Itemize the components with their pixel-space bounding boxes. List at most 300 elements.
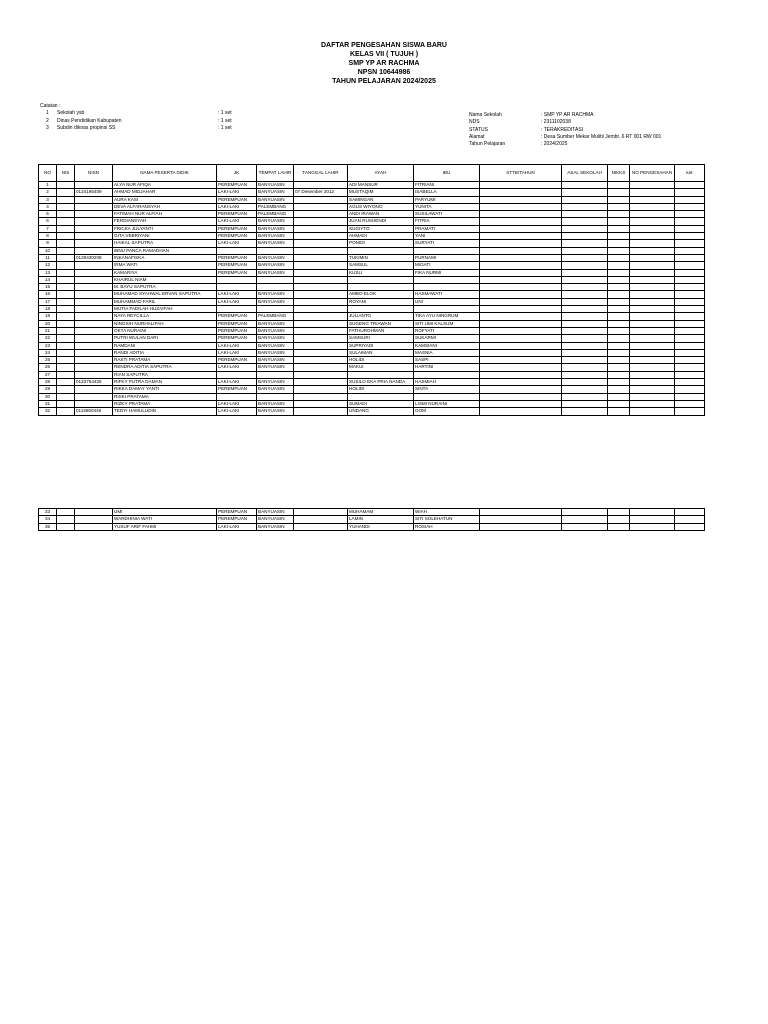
table-cell: [75, 357, 113, 364]
table-cell: [562, 203, 608, 210]
table-cell: ROFYATI: [414, 327, 480, 334]
table-cell: TUKIMIN: [348, 254, 414, 261]
table-cell: PEREMPUAN: [217, 182, 257, 189]
table-cell: [217, 276, 257, 283]
table-cell: SAMSUL: [348, 262, 414, 269]
table-cell: [630, 335, 675, 342]
table-cell: [562, 371, 608, 378]
table-cell: [608, 320, 630, 327]
table-cell: [630, 262, 675, 269]
table-cell: [217, 393, 257, 400]
table-cell: [348, 276, 414, 283]
table-cell: [675, 327, 705, 334]
table-cell: [294, 349, 348, 356]
table-cell: [675, 291, 705, 298]
table-cell: [57, 306, 75, 313]
table-cell: [608, 313, 630, 320]
table-cell: FERDIANSYAH: [113, 218, 217, 225]
table-cell: [630, 203, 675, 210]
table-cell: FITRIANI: [414, 182, 480, 189]
table-cell: [675, 349, 705, 356]
table-cell: [480, 313, 562, 320]
table-cell: [75, 269, 113, 276]
column-header: NIS: [57, 165, 75, 182]
table-cell: [630, 408, 675, 415]
table-cell: RISKI PRATAMA: [113, 393, 217, 400]
table-cell: 19: [39, 313, 57, 320]
table-cell: RIKKA DAMAY YANTI: [113, 386, 217, 393]
table-row: [39, 254, 705, 261]
table-cell: [675, 298, 705, 305]
table-cell: [562, 313, 608, 320]
table-cell: [675, 211, 705, 218]
table-cell: [57, 262, 75, 269]
table-cell: [480, 408, 562, 415]
table-cell: 26: [39, 364, 57, 371]
table-cell: ROSIAH: [414, 523, 480, 530]
table-cell: [75, 523, 113, 530]
table-cell: [630, 306, 675, 313]
table-cell: [75, 306, 113, 313]
table-cell: [608, 291, 630, 298]
table-cell: HASMIAH: [414, 379, 480, 386]
table-cell: SAMSURI: [348, 335, 414, 342]
school-info-block: [469, 112, 729, 148]
table-cell: UNI: [414, 298, 480, 305]
table-row: [39, 276, 705, 283]
table-cell: [562, 357, 608, 364]
table-cell: [562, 327, 608, 334]
table-row: [39, 509, 705, 516]
table-cell: [294, 371, 348, 378]
table-cell: 15: [39, 284, 57, 291]
table-cell: [348, 284, 414, 291]
table-cell: [217, 247, 257, 254]
table-row: [39, 247, 705, 254]
table-cell: BANYUASIN: [257, 523, 294, 530]
table-cell: [675, 357, 705, 364]
table-cell: SUSILO EKA PRIA NANDA: [348, 379, 414, 386]
table-cell: MAKUI: [348, 364, 414, 371]
table-cell: RAMDANI: [113, 342, 217, 349]
table-cell: 29: [39, 386, 57, 393]
table-cell: [562, 225, 608, 232]
table-cell: [608, 386, 630, 393]
table-cell: [480, 262, 562, 269]
table-cell: 14: [39, 276, 57, 283]
table-cell: SUKARMI: [414, 335, 480, 342]
column-header: ASAL SEKOLAH: [562, 165, 608, 182]
table-cell: TEDYI HAMULUDIN: [113, 408, 217, 415]
table-cell: [630, 269, 675, 276]
table-cell: BANYUASIN: [257, 182, 294, 189]
title-line: DAFTAR PENGESAHAN SISWA BARU: [320, 42, 447, 49]
table-cell: 5: [39, 211, 57, 218]
table-cell: [480, 269, 562, 276]
table-cell: [630, 327, 675, 334]
table-cell: [75, 233, 113, 240]
table-cell: [630, 211, 675, 218]
column-header: NIKKS: [608, 165, 630, 182]
table-cell: BANYUASIN: [257, 196, 294, 203]
table-cell: MIGATI: [414, 262, 480, 269]
table-cell: [562, 320, 608, 327]
table-cell: [630, 386, 675, 393]
table-cell: [675, 313, 705, 320]
table-cell: [480, 284, 562, 291]
table-cell: [480, 371, 562, 378]
table-cell: [608, 225, 630, 232]
table-cell: SUMADI: [348, 400, 414, 407]
table-cell: SUPRIYADI: [348, 342, 414, 349]
table-cell: BANYUASIN: [257, 408, 294, 415]
table-cell: [257, 247, 294, 254]
table-cell: [480, 516, 562, 523]
table-cell: BANYUASIN: [257, 225, 294, 232]
table-cell: KAMSIANI: [414, 342, 480, 349]
table-row: [39, 393, 705, 400]
table-cell: 0123764426: [75, 379, 113, 386]
table-cell: [630, 364, 675, 371]
table-cell: [630, 516, 675, 523]
table-cell: SITI UMI KALSUM: [414, 320, 480, 327]
table-cell: JULIANTO: [348, 313, 414, 320]
table-row: [39, 386, 705, 393]
table-cell: [562, 182, 608, 189]
table-cell: [75, 298, 113, 305]
table-cell: [294, 240, 348, 247]
table-cell: [294, 400, 348, 407]
table-header-row: [39, 165, 705, 182]
table-cell: RIAN SAPUTRA: [113, 371, 217, 378]
table-cell: [57, 313, 75, 320]
table-cell: [348, 371, 414, 378]
table-cell: 0124195409: [75, 189, 113, 196]
table-cell: [294, 262, 348, 269]
table-cell: MUTIA FADILAH HUZAIFAH: [113, 306, 217, 313]
table-cell: [294, 379, 348, 386]
table-row: [39, 240, 705, 247]
table-cell: OKTA NURAINI: [113, 327, 217, 334]
column-header: NO: [39, 165, 57, 182]
table-cell: PEREMPUAN: [217, 516, 257, 523]
table-cell: 31: [39, 400, 57, 407]
table-cell: [675, 269, 705, 276]
table-cell: [630, 291, 675, 298]
table-cell: [608, 357, 630, 364]
table-cell: [562, 262, 608, 269]
table-cell: PEREMPUAN: [217, 357, 257, 364]
table-cell: 2: [39, 189, 57, 196]
table-cell: [630, 247, 675, 254]
table-cell: [75, 225, 113, 232]
table-cell: [75, 371, 113, 378]
table-cell: [562, 523, 608, 530]
table-cell: [480, 393, 562, 400]
table-cell: [608, 393, 630, 400]
table-cell: [608, 335, 630, 342]
table-cell: LAKI-LAKI: [217, 408, 257, 415]
table-cell: [675, 262, 705, 269]
table-row: [39, 371, 705, 378]
table-cell: [75, 313, 113, 320]
table-cell: BANYUASIN: [257, 386, 294, 393]
table-cell: [675, 342, 705, 349]
table-cell: 24: [39, 349, 57, 356]
table-cell: [75, 386, 113, 393]
table-cell: [562, 393, 608, 400]
table-cell: [562, 211, 608, 218]
student-table-continued: [38, 508, 705, 531]
table-row: [39, 262, 705, 269]
table-cell: PEREMPUAN: [217, 269, 257, 276]
table-row: [39, 269, 705, 276]
table-cell: ISABELLA: [414, 189, 480, 196]
table-cell: BANYUASIN: [257, 262, 294, 269]
table-cell: [480, 523, 562, 530]
note-item: 3 Subdin diknas propinsi SS : 1 set: [46, 125, 232, 132]
table-cell: [480, 182, 562, 189]
table-cell: [675, 400, 705, 407]
table-row: [39, 400, 705, 407]
table-cell: M. BAYU SAPUTRA: [113, 284, 217, 291]
table-cell: 16: [39, 291, 57, 298]
table-cell: [57, 371, 75, 378]
table-cell: BANYUASIN: [257, 357, 294, 364]
table-cell: [294, 306, 348, 313]
table-cell: PEREMPUAN: [217, 225, 257, 232]
table-cell: 8: [39, 233, 57, 240]
table-cell: YUSUF ARIF FAHMI: [113, 523, 217, 530]
table-cell: SULAIMAN: [348, 349, 414, 356]
table-cell: [75, 335, 113, 342]
table-cell: 25: [39, 357, 57, 364]
table-row: [39, 306, 705, 313]
table-cell: 0115860446: [75, 408, 113, 415]
table-cell: PEREMPUAN: [217, 509, 257, 516]
table-cell: [480, 240, 562, 247]
table-cell: 3: [39, 196, 57, 203]
table-cell: [57, 284, 75, 291]
table-cell: [675, 408, 705, 415]
table-cell: IRMA WATI: [113, 262, 217, 269]
table-cell: 6: [39, 218, 57, 225]
table-cell: [608, 211, 630, 218]
table-cell: [294, 509, 348, 516]
table-cell: [562, 306, 608, 313]
table-cell: 21: [39, 327, 57, 334]
table-cell: [480, 306, 562, 313]
table-cell: [75, 320, 113, 327]
title-line: KELAS VII ( TUJUH ): [349, 51, 419, 58]
table-cell: RIZKY PRATAMA: [113, 400, 217, 407]
table-cell: [562, 254, 608, 261]
table-cell: BANYUASIN: [257, 335, 294, 342]
table-cell: LAKI-LAKI: [217, 364, 257, 371]
table-cell: [675, 189, 705, 196]
table-cell: [414, 306, 480, 313]
table-cell: [675, 247, 705, 254]
table-cell: [562, 400, 608, 407]
table-cell: SUGIYTO: [348, 225, 414, 232]
table-cell: [294, 218, 348, 225]
table-cell: [348, 306, 414, 313]
table-cell: [480, 349, 562, 356]
column-header: IBU: [414, 165, 480, 182]
table-cell: MUHAMMAD FARIL: [113, 298, 217, 305]
table-cell: BANYUASIN: [257, 291, 294, 298]
title-line: TAHUN PELAJARAN 2024/2025: [332, 78, 436, 85]
table-cell: [217, 306, 257, 313]
table-cell: [294, 386, 348, 393]
table-cell: [294, 196, 348, 203]
table-cell: LAKI-LAKI: [217, 349, 257, 356]
table-cell: [480, 327, 562, 334]
table-cell: PEREMPUAN: [217, 335, 257, 342]
school-info-row: Tahun Pelajaran : 2024/2025: [469, 141, 568, 148]
table-row: [39, 313, 705, 320]
table-row: [39, 211, 705, 218]
table-cell: BANYUASIN: [257, 240, 294, 247]
table-cell: [630, 320, 675, 327]
note-item: 1 Sekolah ysb : 1 set: [46, 110, 232, 117]
table-cell: 27: [39, 371, 57, 378]
table-cell: [294, 276, 348, 283]
table-cell: [57, 342, 75, 349]
table-cell: [257, 306, 294, 313]
table-cell: [608, 516, 630, 523]
table-cell: LISMI NURAINI: [414, 400, 480, 407]
table-cell: PONIDI: [348, 240, 414, 247]
table-cell: 32: [39, 408, 57, 415]
table-cell: AURA KASI: [113, 196, 217, 203]
table-cell: INKANAFISKA: [113, 254, 217, 261]
table-cell: [562, 335, 608, 342]
table-cell: [480, 320, 562, 327]
document-title-block: [0, 41, 768, 86]
table-cell: YUNITA: [414, 203, 480, 210]
table-cell: [675, 203, 705, 210]
table-cell: AGUS WIYONO: [348, 203, 414, 210]
table-cell: [75, 284, 113, 291]
table-cell: [57, 393, 75, 400]
table-cell: [75, 364, 113, 371]
table-row: [39, 284, 705, 291]
table-cell: [480, 196, 562, 203]
table-cell: [480, 189, 562, 196]
table-cell: [562, 218, 608, 225]
table-cell: [57, 516, 75, 523]
table-cell: [562, 189, 608, 196]
table-cell: [57, 408, 75, 415]
table-cell: UNDANG: [348, 408, 414, 415]
table-cell: [675, 233, 705, 240]
table-cell: [562, 240, 608, 247]
table-cell: [414, 276, 480, 283]
table-cell: [608, 509, 630, 516]
student-table: [38, 164, 705, 416]
table-row: [39, 291, 705, 298]
table-cell: IBNU PANCA RAMADHAN: [113, 247, 217, 254]
table-cell: ALYA NUR AFIQA: [113, 182, 217, 189]
column-header: TEMPAT LAHIR: [257, 165, 294, 182]
table-cell: [675, 509, 705, 516]
table-cell: HAIKAL SAPUTRA: [113, 240, 217, 247]
table-cell: [294, 254, 348, 261]
table-cell: [608, 364, 630, 371]
table-cell: [608, 247, 630, 254]
table-cell: PURNAMI: [414, 254, 480, 261]
table-cell: FRICKA JULYANTI: [113, 225, 217, 232]
table-cell: [75, 218, 113, 225]
table-cell: SURYATI: [414, 240, 480, 247]
table-cell: BANYUASIN: [257, 298, 294, 305]
table-cell: [294, 298, 348, 305]
column-header: NO PENGESAHAN: [630, 165, 675, 182]
table-cell: [57, 357, 75, 364]
table-body-continued: [39, 509, 705, 531]
table-cell: [630, 225, 675, 232]
table-cell: [57, 335, 75, 342]
table-cell: KUSLI: [348, 269, 414, 276]
table-cell: [675, 218, 705, 225]
table-cell: RANDI ADITIA: [113, 349, 217, 356]
table-cell: BANYUASIN: [257, 516, 294, 523]
table-cell: [75, 211, 113, 218]
table-cell: [608, 408, 630, 415]
table-cell: [675, 320, 705, 327]
table-cell: ROYANI: [348, 298, 414, 305]
table-cell: PRAMATI: [414, 225, 480, 232]
table-cell: [630, 284, 675, 291]
table-cell: [348, 247, 414, 254]
table-cell: [75, 291, 113, 298]
table-cell: 30: [39, 393, 57, 400]
table-cell: 0128430208: [75, 254, 113, 261]
table-cell: NINGSIH NURHALIFAH: [113, 320, 217, 327]
table-cell: PEREMPUAN: [217, 327, 257, 334]
table-cell: [294, 211, 348, 218]
table-cell: [675, 516, 705, 523]
table-cell: 07 Desember 2012: [294, 189, 348, 196]
table-cell: [57, 189, 75, 196]
title-line: SMP YP AR RACHMA: [348, 60, 420, 67]
table-cell: [57, 225, 75, 232]
table-cell: [75, 196, 113, 203]
table-cell: [294, 342, 348, 349]
table-cell: [57, 276, 75, 283]
table-cell: PALEMBANG: [257, 313, 294, 320]
table-cell: [608, 276, 630, 283]
table-cell: FIKA NURMI: [414, 269, 480, 276]
table-cell: [675, 335, 705, 342]
table-cell: SAMINGAN: [348, 196, 414, 203]
table-cell: [294, 327, 348, 334]
table-cell: GITA VEBRIYANI: [113, 233, 217, 240]
column-header: ket: [675, 165, 705, 182]
column-header: JK: [217, 165, 257, 182]
table-cell: [480, 364, 562, 371]
table-cell: 13: [39, 269, 57, 276]
table-cell: BANYUASIN: [257, 269, 294, 276]
table-cell: WIAH: [414, 509, 480, 516]
table-row: [39, 203, 705, 210]
table-cell: [562, 284, 608, 291]
table-cell: LAKI-LAKI: [217, 342, 257, 349]
table-cell: [562, 342, 608, 349]
table-cell: [480, 298, 562, 305]
table-cell: [608, 189, 630, 196]
